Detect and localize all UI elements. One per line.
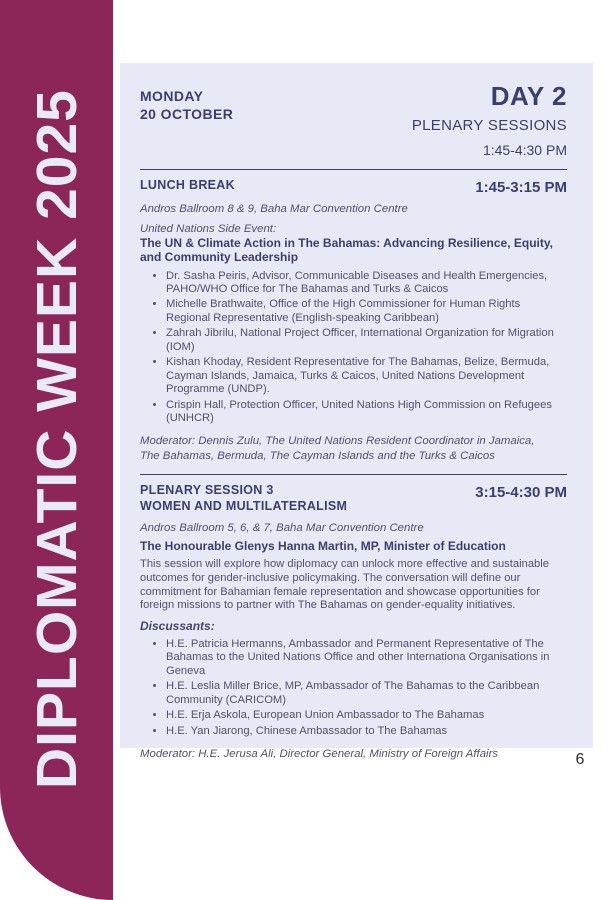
sidebar-banner — [0, 0, 113, 900]
venue-line: Andros Ballroom 8 & 9, Baha Mar Convention Centre — [140, 203, 408, 215]
section-header — [140, 484, 567, 516]
section-time: 1:45-3:15 PM — [475, 179, 567, 196]
section-title — [140, 484, 347, 516]
event-title: The UN & Climate Action in The Bahamas: Advancing Resilience, Equity, and Community Leadership — [140, 236, 553, 264]
section-title-line1: PLENARY SESSION 3 — [140, 482, 274, 497]
speaker-list — [140, 270, 567, 426]
day-number: DAY 2 — [490, 81, 567, 111]
list-item: • Zahrah Jibrilu, National Project Officer, International Organization for Migration (IOM) — [166, 327, 567, 354]
keynote-speaker: The Honourable Glenys Hanna Martin, MP, Minister of Education — [140, 539, 506, 554]
moderator-line: Moderator: Dennis Zulu, The United Nations Resident Coordinator in Jamaica, The Bahamas, Bermuda, The Cayman Islands and the Turks & Caicos — [140, 435, 535, 462]
list-item: • Michelle Brathwaite, Office of the High Commissioner for Human Rights Regional Representative (English-speaking Caribbean) — [166, 298, 567, 325]
section-time: 3:15-4:30 PM — [475, 483, 567, 501]
section-header — [140, 179, 567, 196]
session-description: This session will explore how diplomacy can unlock more effective and sustainable outcomes for gender-inclusive policymaking. The conversation will define our commitment for Bahamian female representation and showcase opportunities for foreign missions to partner with The Bahamas on gender-equality initiatives. — [140, 558, 549, 612]
date-block — [140, 83, 233, 158]
page-number: 6 — [575, 751, 585, 768]
list-item: • Crispin Hall, Protection Officer, United Nations High Commission on Refugees (UNHCR) — [166, 399, 567, 426]
day-time-range: 1:45-4:30 PM — [482, 142, 567, 158]
moderator-line: Moderator: H.E. Jerusa Ali, Director General, Ministry of Foreign Affairs — [140, 748, 499, 761]
list-item: • H.E. Leslia Miller Brice, MP, Ambassador of The Bahamas to the Caribbean Community (CARICOM) — [166, 680, 567, 707]
venue-line: Andros Ballroom 5, 6, & 7, Baha Mar Convention Centre — [140, 522, 424, 535]
section-title: LUNCH BREAK — [140, 178, 235, 192]
list-item: • H.E. Yan Jiarong, Chinese Ambassador to The Bahamas — [166, 725, 567, 738]
divider-rule — [140, 169, 567, 170]
list-item: • Dr. Sasha Peiris, Advisor, Communicable Diseases and Health Emergencies, PAHO/WHO Office for The Bahamas and Turks & Caicos — [166, 270, 567, 297]
list-item: • H.E. Patricia Hermanns, Ambassador and Permanent Representative of The Bahamas to the United Nations Office and other Internationa Organisations in Geneva — [166, 638, 567, 678]
list-item: • Kishan Khoday, Resident Representative for The Bahamas, Belize, Bermuda, Cayman Islands, Jamaica, Turks & Caicos, United Nations Development Programme (UNDP). — [166, 356, 567, 396]
schedule-panel — [120, 63, 593, 761]
page-header — [140, 83, 567, 158]
section-title-line2: WOMEN AND MULTILATERALISM — [140, 498, 348, 513]
discussant-list — [140, 638, 567, 738]
session-type: PLENARY SESSIONS — [411, 117, 567, 134]
divider-rule — [140, 474, 567, 475]
section-lunch-break — [140, 179, 567, 463]
day-label: MONDAY — [140, 88, 204, 104]
day-summary-block — [412, 83, 567, 158]
section-plenary-3 — [140, 484, 567, 761]
sidebar-vertical-title: DIPLOMATIC WEEK 2025 — [25, 89, 89, 789]
date-label: 20 OCTOBER — [140, 105, 234, 122]
list-item: • H.E. Erja Askola, European Union Ambassador to The Bahamas — [166, 709, 567, 722]
discussants-label: Discussants: — [140, 619, 215, 634]
side-event-label: United Nations Side Event: — [140, 223, 277, 235]
